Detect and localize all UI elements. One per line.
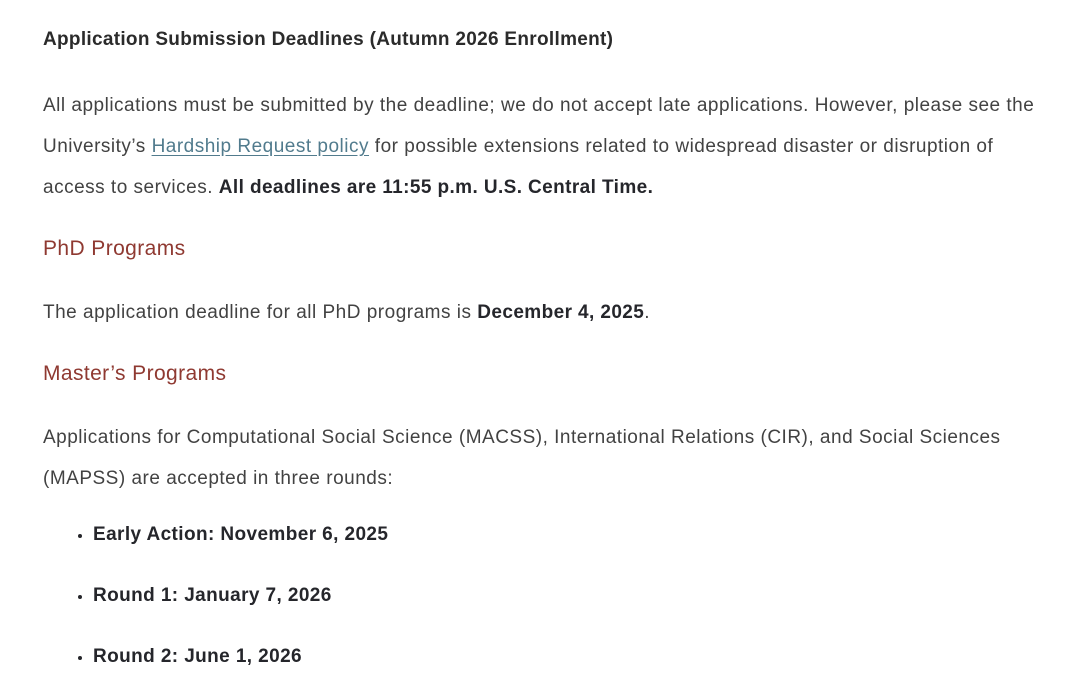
deadline-list-item-round-2 — [93, 647, 1037, 667]
round-1-deadline: Round 1: January 7, 2026 — [93, 585, 332, 606]
phd-deadline-paragraph — [43, 292, 1037, 333]
phd-paragraph-period: . — [644, 302, 651, 323]
phd-paragraph-text: The application deadline for all PhD programs is — [43, 302, 478, 323]
early-action-deadline: Early Action: November 6, 2025 — [93, 524, 389, 545]
deadline-list-item-round-1 — [93, 586, 1037, 606]
phd-programs-heading: PhD Programs — [43, 237, 186, 260]
deadline-list-item-early-action — [93, 525, 1037, 545]
page-title: Application Submission Deadlines (Autumn 2026 Enrollment) — [43, 29, 614, 50]
masters-intro-paragraph: Applications for Computational Social Science (MACSS), International Relations (CIR), and Social Sciences (MAPSS) are accepted in three rounds: — [43, 427, 1001, 489]
deadline-time-bold-text: All deadlines are 11:55 p.m. U.S. Central Time. — [218, 177, 654, 198]
masters-programs-heading: Master’s Programs — [43, 362, 227, 385]
phd-deadline-date: December 4, 2025 — [477, 302, 645, 323]
intro-paragraph — [43, 85, 1037, 208]
intro-text-after-link: for possible extensions related to widespread disaster or disruption of access to services. — [43, 136, 994, 198]
hardship-request-policy-link[interactable]: Hardship Request policy — [151, 136, 370, 157]
masters-deadline-list — [43, 525, 1037, 667]
intro-text-before-link: All applications must be submitted by the deadline; we do not accept late applications. However, please see the University’s — [43, 95, 1035, 157]
round-2-deadline: Round 2: June 1, 2026 — [93, 646, 303, 667]
